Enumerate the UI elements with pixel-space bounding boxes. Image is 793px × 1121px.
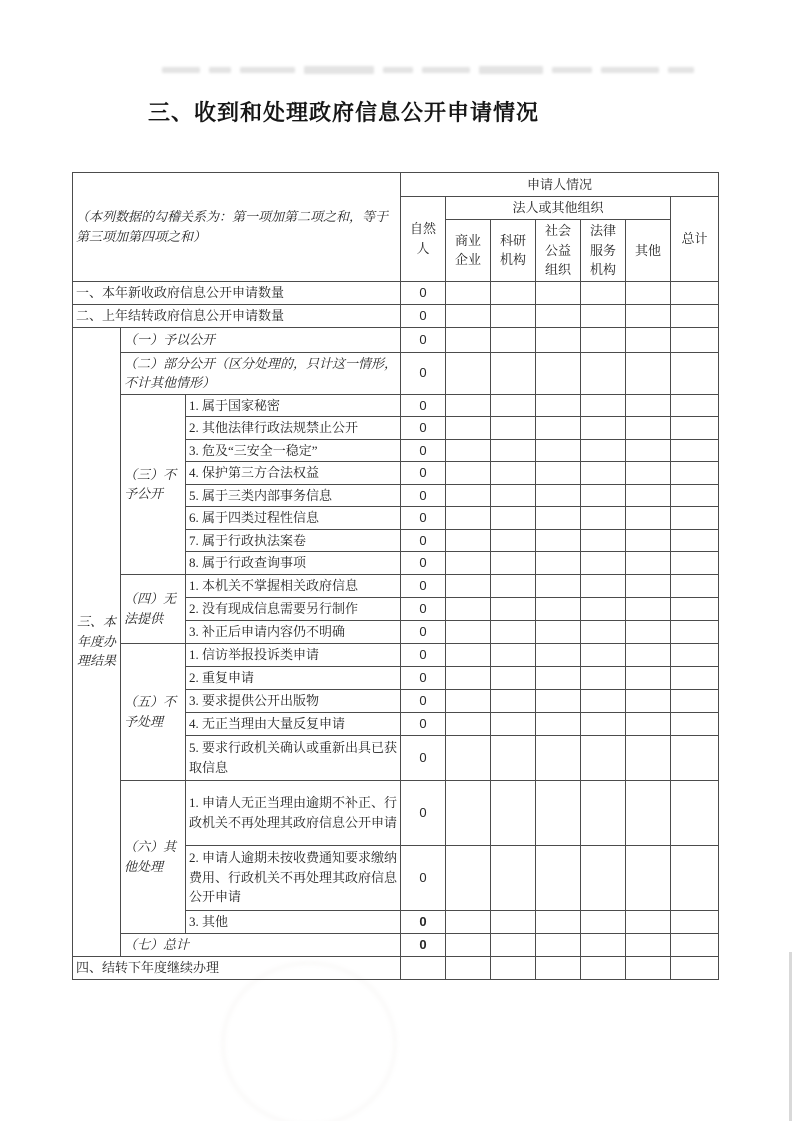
empty-data-cell (626, 304, 671, 327)
empty-data-cell (446, 735, 491, 780)
empty-data-cell (581, 956, 626, 979)
value-cell: 0 (401, 552, 446, 575)
empty-data-cell (491, 780, 536, 845)
empty-data-cell (401, 956, 446, 979)
empty-data-cell (491, 439, 536, 462)
col-header-other-org: 其他 (626, 220, 671, 282)
value-cell: 0 (401, 394, 446, 417)
empty-data-cell (446, 780, 491, 845)
empty-data-cell (671, 910, 719, 933)
empty-data-cell (671, 620, 719, 643)
empty-data-cell (536, 597, 581, 620)
empty-data-cell (671, 439, 719, 462)
empty-data-cell (491, 394, 536, 417)
empty-data-cell (536, 394, 581, 417)
row-label-not-processed-item: 1. 信访举报投诉类申请 (186, 643, 401, 666)
empty-data-cell (536, 574, 581, 597)
empty-data-cell (671, 484, 719, 507)
empty-data-cell (671, 529, 719, 552)
empty-data-cell (446, 304, 491, 327)
value-cell: 0 (401, 352, 446, 394)
empty-data-cell (491, 352, 536, 394)
empty-data-cell (581, 327, 626, 352)
empty-data-cell (581, 620, 626, 643)
empty-data-cell (671, 394, 719, 417)
empty-data-cell (536, 352, 581, 394)
value-cell: 0 (401, 574, 446, 597)
page-bleed-through-artifact (162, 64, 714, 76)
empty-data-cell (491, 689, 536, 712)
empty-data-cell (536, 845, 581, 910)
empty-data-cell (491, 552, 536, 575)
value-cell: 0 (401, 304, 446, 327)
col-header-commercial-enterprise: 商业企业 (446, 220, 491, 282)
row-label-unable-to-provide: （四）无法提供 (121, 574, 186, 643)
empty-data-cell (536, 712, 581, 735)
value-cell: 0 (401, 845, 446, 910)
section-title: 三、收到和处理政府信息公开申请情况 (148, 100, 540, 125)
empty-data-cell (671, 597, 719, 620)
row-label-unable-item: 2. 没有现成信息需要另行制作 (186, 597, 401, 620)
value-cell: 0 (401, 281, 446, 304)
empty-data-cell (446, 597, 491, 620)
empty-data-cell (491, 910, 536, 933)
value-cell: 0 (401, 529, 446, 552)
empty-data-cell (626, 281, 671, 304)
empty-data-cell (626, 597, 671, 620)
empty-data-cell (446, 620, 491, 643)
row-label-partially-granted: （二）部分公开（区分处理的，只计这一情形，不计其他情形） (121, 352, 401, 394)
row-label-denied: （三）不予公开 (121, 394, 186, 574)
empty-data-cell (446, 439, 491, 462)
row-label-not-processed-item: 2. 重复申请 (186, 666, 401, 689)
row-label-carried-over: 二、上年结转政府信息公开申请数量 (73, 304, 401, 327)
empty-data-cell (581, 281, 626, 304)
empty-data-cell (536, 484, 581, 507)
empty-data-cell (536, 666, 581, 689)
empty-data-cell (536, 507, 581, 530)
empty-data-cell (536, 689, 581, 712)
value-cell: 0 (401, 712, 446, 735)
row-label-other-handling-item: 3. 其他 (186, 910, 401, 933)
row-label-denied-item: 3. 危及“三安全一稳定” (186, 439, 401, 462)
empty-data-cell (491, 484, 536, 507)
empty-data-cell (626, 484, 671, 507)
empty-data-cell (446, 933, 491, 956)
row-label-denied-item: 1. 属于国家秘密 (186, 394, 401, 417)
row-label-not-processed-item: 3. 要求提供公开出版物 (186, 689, 401, 712)
empty-data-cell (671, 304, 719, 327)
empty-data-cell (581, 462, 626, 485)
empty-data-cell (491, 281, 536, 304)
empty-data-cell (581, 529, 626, 552)
empty-data-cell (626, 352, 671, 394)
empty-data-cell (626, 735, 671, 780)
empty-data-cell (671, 552, 719, 575)
empty-data-cell (671, 712, 719, 735)
row-label-other-handling-item: 1. 申请人无正当理由逾期不补正、行政机关不再处理其政府信息公开申请 (186, 780, 401, 845)
value-cell: 0 (401, 484, 446, 507)
empty-data-cell (491, 529, 536, 552)
empty-data-cell (446, 281, 491, 304)
empty-data-cell (626, 507, 671, 530)
value-cell: 0 (401, 462, 446, 485)
col-header-total: 总计 (671, 197, 719, 282)
empty-data-cell (536, 735, 581, 780)
empty-data-cell (671, 780, 719, 845)
empty-data-cell (671, 352, 719, 394)
empty-data-cell (446, 507, 491, 530)
ledger-note: （本列数据的勾稽关系为：第一项加第二项之和，等于第三项加第四项之和） (73, 173, 401, 282)
empty-data-cell (626, 552, 671, 575)
empty-data-cell (491, 620, 536, 643)
empty-data-cell (581, 910, 626, 933)
empty-data-cell (536, 780, 581, 845)
empty-data-cell (626, 643, 671, 666)
empty-data-cell (491, 643, 536, 666)
empty-data-cell (581, 845, 626, 910)
empty-data-cell (446, 643, 491, 666)
empty-data-cell (536, 956, 581, 979)
empty-data-cell (446, 956, 491, 979)
empty-data-cell (581, 352, 626, 394)
empty-data-cell (581, 597, 626, 620)
empty-data-cell (581, 552, 626, 575)
row-label-other-handling: （六）其他处理 (121, 780, 186, 933)
empty-data-cell (446, 666, 491, 689)
empty-data-cell (491, 735, 536, 780)
empty-data-cell (626, 933, 671, 956)
empty-data-cell (626, 462, 671, 485)
empty-data-cell (446, 910, 491, 933)
value-cell: 0 (401, 689, 446, 712)
empty-data-cell (491, 845, 536, 910)
application-stats-table (72, 172, 719, 980)
empty-data-cell (491, 462, 536, 485)
empty-data-cell (491, 574, 536, 597)
empty-data-cell (581, 689, 626, 712)
empty-data-cell (536, 933, 581, 956)
row-label-denied-item: 8. 属于行政查询事项 (186, 552, 401, 575)
empty-data-cell (446, 574, 491, 597)
empty-data-cell (536, 552, 581, 575)
empty-data-cell (491, 597, 536, 620)
empty-data-cell (536, 327, 581, 352)
value-cell: 0 (401, 666, 446, 689)
value-cell: 0 (401, 507, 446, 530)
empty-data-cell (446, 689, 491, 712)
col-header-social-welfare-org: 社会公益组织 (536, 220, 581, 282)
empty-data-cell (626, 394, 671, 417)
empty-data-cell (491, 666, 536, 689)
empty-data-cell (626, 666, 671, 689)
empty-data-cell (671, 574, 719, 597)
empty-data-cell (626, 910, 671, 933)
value-cell: 0 (401, 735, 446, 780)
empty-data-cell (446, 712, 491, 735)
empty-data-cell (581, 735, 626, 780)
empty-data-cell (626, 574, 671, 597)
empty-data-cell (671, 643, 719, 666)
empty-data-cell (536, 529, 581, 552)
empty-data-cell (581, 643, 626, 666)
empty-data-cell (581, 484, 626, 507)
value-cell: 0 (401, 417, 446, 440)
empty-data-cell (491, 327, 536, 352)
empty-data-cell (626, 956, 671, 979)
value-cell: 0 (401, 780, 446, 845)
row-label-denied-item: 7. 属于行政执法案卷 (186, 529, 401, 552)
value-cell: 0 (401, 439, 446, 462)
value-cell: 0 (401, 910, 446, 933)
empty-data-cell (446, 394, 491, 417)
scan-edge-artifact (789, 952, 792, 1121)
empty-data-cell (671, 666, 719, 689)
empty-data-cell (671, 507, 719, 530)
empty-data-cell (626, 845, 671, 910)
row-label-denied-item: 2. 其他法律行政法规禁止公开 (186, 417, 401, 440)
empty-data-cell (536, 910, 581, 933)
empty-data-cell (671, 933, 719, 956)
col-header-legal-service-org: 法律服务机构 (581, 220, 626, 282)
empty-data-cell (581, 574, 626, 597)
row-label-subtotal: （七）总计 (121, 933, 401, 956)
empty-data-cell (626, 689, 671, 712)
empty-data-cell (581, 666, 626, 689)
row-label-annual-results: 三、本年度办理结果 (73, 327, 121, 956)
empty-data-cell (446, 327, 491, 352)
empty-data-cell (491, 712, 536, 735)
empty-data-cell (671, 956, 719, 979)
empty-data-cell (536, 281, 581, 304)
row-label-not-processed-item: 4. 无正当理由大量反复申请 (186, 712, 401, 735)
row-label-carry-forward: 四、结转下年度继续办理 (73, 956, 401, 979)
empty-data-cell (491, 417, 536, 440)
empty-data-cell (626, 620, 671, 643)
value-cell: 0 (401, 643, 446, 666)
empty-data-cell (626, 439, 671, 462)
empty-data-cell (671, 462, 719, 485)
empty-data-cell (671, 281, 719, 304)
empty-data-cell (581, 394, 626, 417)
empty-data-cell (446, 417, 491, 440)
empty-data-cell (671, 735, 719, 780)
col-header-research-institution: 科研机构 (491, 220, 536, 282)
row-label-not-processed-item: 5. 要求行政机关确认或重新出具已获取信息 (186, 735, 401, 780)
header-legal-or-other-org: 法人或其他组织 (446, 197, 671, 220)
seal-bleed-through-artifact (222, 962, 396, 1121)
empty-data-cell (446, 352, 491, 394)
empty-data-cell (626, 327, 671, 352)
col-header-natural-person: 自然人 (401, 197, 446, 282)
value-cell: 0 (401, 933, 446, 956)
row-label-granted: （一）予以公开 (121, 327, 401, 352)
empty-data-cell (536, 439, 581, 462)
row-label-denied-item: 5. 属于三类内部事务信息 (186, 484, 401, 507)
empty-data-cell (536, 643, 581, 666)
empty-data-cell (671, 689, 719, 712)
empty-data-cell (446, 529, 491, 552)
empty-data-cell (446, 552, 491, 575)
empty-data-cell (626, 417, 671, 440)
empty-data-cell (536, 462, 581, 485)
empty-data-cell (626, 712, 671, 735)
value-cell: 0 (401, 597, 446, 620)
empty-data-cell (671, 417, 719, 440)
value-cell: 0 (401, 620, 446, 643)
empty-data-cell (581, 933, 626, 956)
empty-data-cell (626, 529, 671, 552)
empty-data-cell (491, 507, 536, 530)
empty-data-cell (491, 956, 536, 979)
header-applicant-status: 申请人情况 (401, 173, 719, 197)
empty-data-cell (536, 304, 581, 327)
empty-data-cell (581, 417, 626, 440)
empty-data-cell (671, 327, 719, 352)
empty-data-cell (446, 845, 491, 910)
empty-data-cell (446, 462, 491, 485)
empty-data-cell (536, 417, 581, 440)
empty-data-cell (581, 439, 626, 462)
row-label-new-received: 一、本年新收政府信息公开申请数量 (73, 281, 401, 304)
empty-data-cell (671, 845, 719, 910)
row-label-denied-item: 6. 属于四类过程性信息 (186, 507, 401, 530)
empty-data-cell (491, 933, 536, 956)
value-cell: 0 (401, 327, 446, 352)
empty-data-cell (626, 780, 671, 845)
empty-data-cell (581, 780, 626, 845)
empty-data-cell (491, 304, 536, 327)
row-label-unable-item: 3. 补正后申请内容仍不明确 (186, 620, 401, 643)
empty-data-cell (581, 507, 626, 530)
row-label-other-handling-item: 2. 申请人逾期未按收费通知要求缴纳费用、行政机关不再处理其政府信息公开申请 (186, 845, 401, 910)
empty-data-cell (581, 712, 626, 735)
row-label-unable-item: 1. 本机关不掌握相关政府信息 (186, 574, 401, 597)
empty-data-cell (581, 304, 626, 327)
row-label-denied-item: 4. 保护第三方合法权益 (186, 462, 401, 485)
row-label-not-processed: （五）不予处理 (121, 643, 186, 780)
empty-data-cell (536, 620, 581, 643)
empty-data-cell (446, 484, 491, 507)
